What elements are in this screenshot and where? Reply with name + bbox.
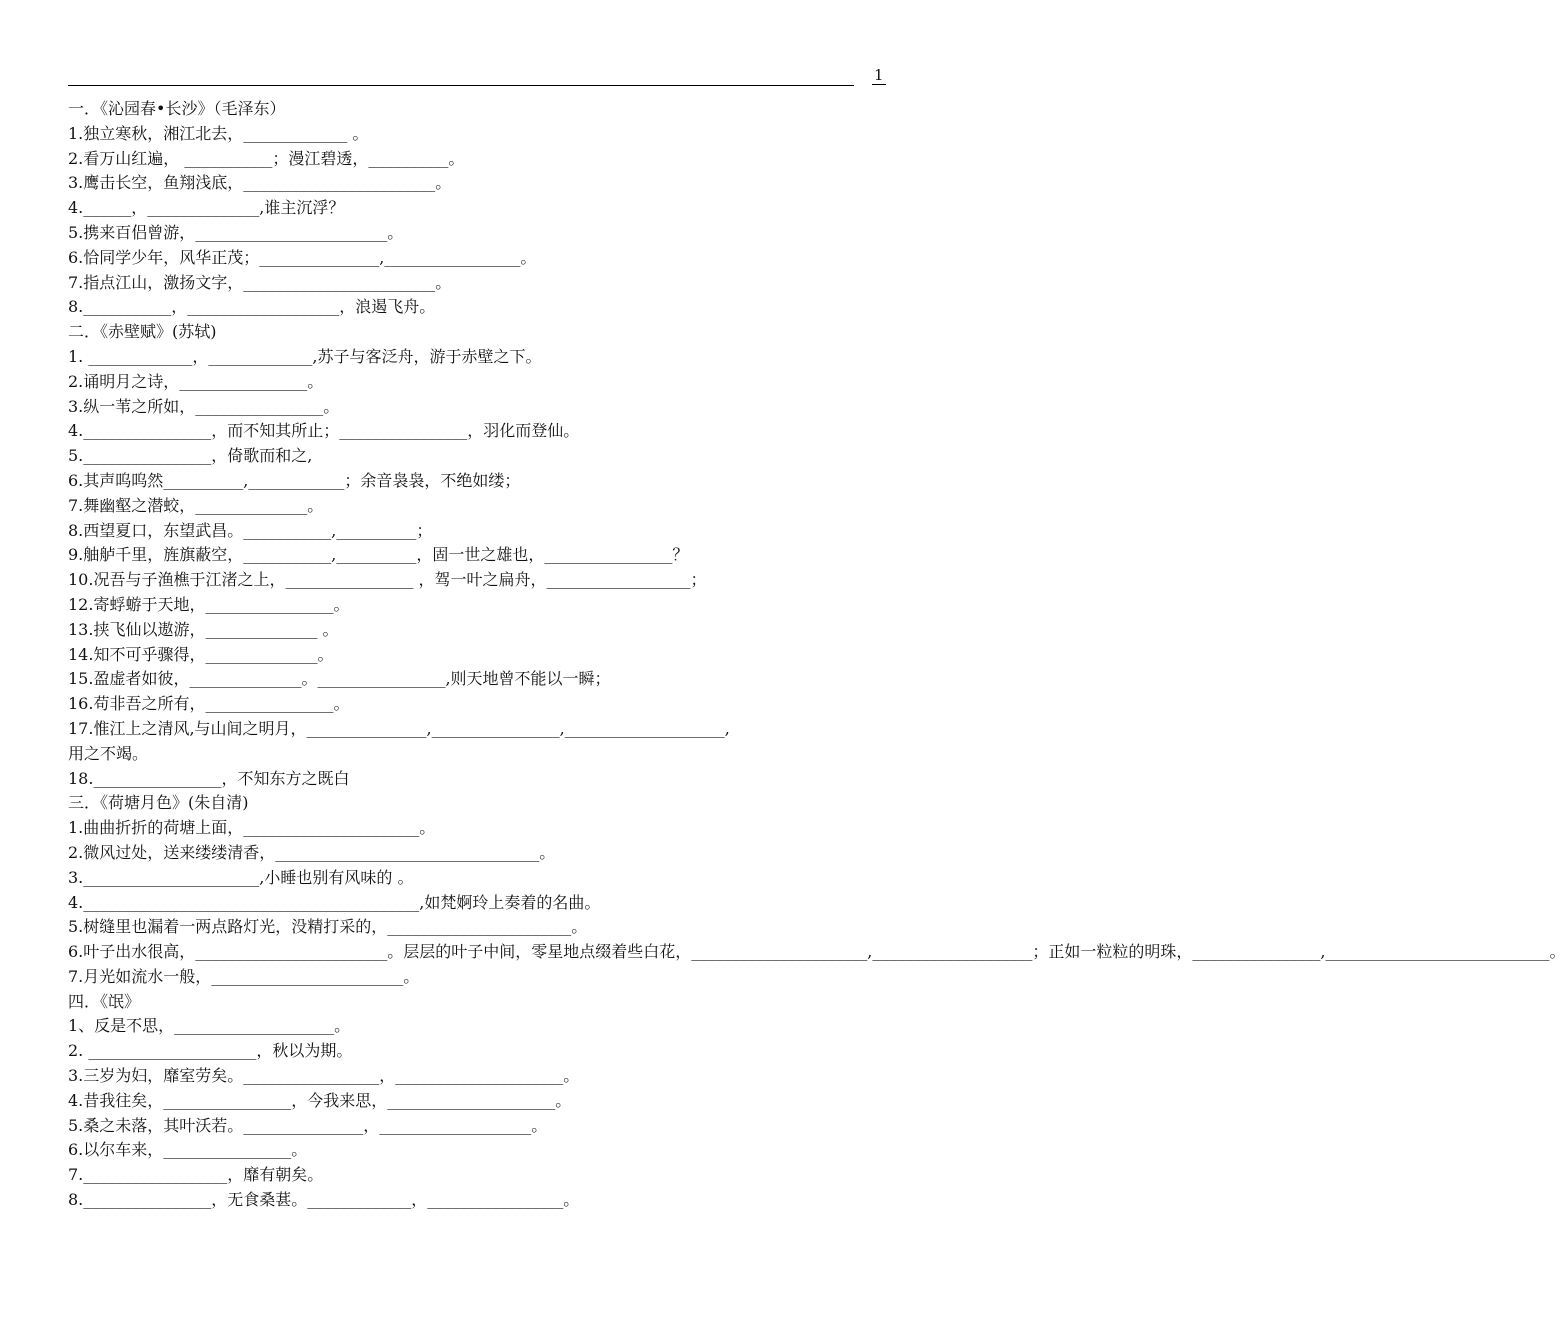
document-line: 1、反是不思，____________________。 bbox=[68, 1016, 351, 1036]
document-line: 8.___________，___________________，浪遏飞舟。 bbox=[68, 297, 436, 317]
document-line: 2. _____________________，秋以为期。 bbox=[68, 1041, 353, 1061]
document-line: 4.______，______________,谁主沉浮？ bbox=[68, 198, 345, 218]
document-line: 6.叶子出水很高，________________________。层层的叶子中间，零星地点缀着些白花，______________________,____________________；正如一粒粒的明珠，________________,____________________________。 bbox=[68, 942, 1565, 962]
document-line: 4.昔我往矣，________________，今我来思，_____________________。 bbox=[68, 1090, 572, 1110]
document-line: 2.看万山红遍， ___________；漫江碧透，__________。 bbox=[68, 148, 465, 168]
document-line: 2.微风过处，送来缕缕清香，_________________________________。 bbox=[68, 842, 556, 862]
document-line: 8.________________，无食桑葚。_____________，_________________。 bbox=[68, 1190, 580, 1210]
document-line: 5.桑之未落，其叶沃若。_______________，___________________。 bbox=[68, 1115, 548, 1135]
document-line: 1.曲曲折折的荷塘上面，______________________。 bbox=[68, 818, 436, 838]
document-line: 12.寄蜉蝣于天地，________________。 bbox=[68, 594, 350, 614]
document-line: 9.舳舻千里，旌旗蔽空，___________,__________，固一世之雄也，________________？ bbox=[68, 545, 689, 565]
document-line: 3.纵一苇之所如，________________。 bbox=[68, 396, 340, 416]
document-line: 18.________________，不知东方之既白 bbox=[68, 768, 350, 788]
document-line: 5.携来百侣曾游，________________________。 bbox=[68, 222, 404, 242]
document-line: 四．《氓》 bbox=[68, 991, 141, 1011]
header-rule bbox=[68, 85, 854, 86]
document-line: 三．《荷塘月色》(朱自清) bbox=[68, 793, 249, 813]
page-number: 1 bbox=[874, 66, 884, 84]
document-line: 4.__________________________________________,如梵婀玲上奏着的名曲。 bbox=[68, 892, 601, 912]
document-line: 3.鹰击长空，鱼翔浅底，________________________。 bbox=[68, 173, 452, 193]
document-line: 6.以尔车来，________________。 bbox=[68, 1140, 308, 1160]
document-line: 2.诵明月之诗，________________。 bbox=[68, 371, 324, 391]
document-line: 6.其声呜呜然__________,____________；余音袅袅，不绝如缕； bbox=[68, 470, 521, 490]
document-line: 15.盈虚者如彼，______________。________________,则天地曾不能以一瞬； bbox=[68, 669, 611, 689]
document-line: 7.舞幽壑之潜蛟，______________。 bbox=[68, 495, 324, 515]
document-line: 8.西望夏口，东望武昌。___________,__________； bbox=[68, 520, 433, 540]
document-line: 1. _____________，_____________,苏子与客泛舟，游于赤壁之下。 bbox=[68, 346, 542, 366]
document-line: 6.恰同学少年，风华正茂；_______________,_________________。 bbox=[68, 247, 537, 267]
document-line: 4.________________，而不知其所止；________________，羽化而登仙。 bbox=[68, 421, 580, 441]
document-line: 一．《沁园春•长沙》（毛泽东） bbox=[68, 99, 286, 118]
document-line: 3.______________________,小睡也别有风味的 。 bbox=[68, 867, 414, 887]
document-line: 5.________________，倚歌而和之, bbox=[68, 446, 313, 466]
document-line: 7.__________________，靡有朝矣。 bbox=[68, 1165, 324, 1185]
document-line: 用之不竭。 bbox=[68, 743, 149, 763]
document-line: 二．《赤壁赋》(苏轼) bbox=[68, 322, 217, 342]
document-line: 17.惟江上之清风,与山间之明月，_______________,________________,____________________, bbox=[68, 718, 730, 738]
document-line: 5.树缝里也漏着一两点路灯光，没精打采的，_______________________。 bbox=[68, 917, 588, 937]
document-line: 13.挟飞仙以遨游，______________ 。 bbox=[68, 619, 339, 639]
document-line: 1.独立寒秋，湘江北去，_____________ 。 bbox=[68, 123, 369, 143]
document-line: 16.苟非吾之所有，________________。 bbox=[68, 694, 350, 714]
document-line: 7.月光如流水一般，________________________。 bbox=[68, 966, 420, 986]
document-line: 7.指点江山，激扬文字，________________________。 bbox=[68, 272, 452, 292]
document-body bbox=[68, 97, 1565, 1213]
document-line: 10.况吾与子渔樵于江渚之上，________________ ，驾一叶之扁舟，__________________； bbox=[68, 570, 707, 590]
document-line: 14.知不可乎骤得，______________。 bbox=[68, 644, 334, 664]
document-line: 3.三岁为妇，靡室劳矣。_________________，_____________________。 bbox=[68, 1066, 580, 1086]
